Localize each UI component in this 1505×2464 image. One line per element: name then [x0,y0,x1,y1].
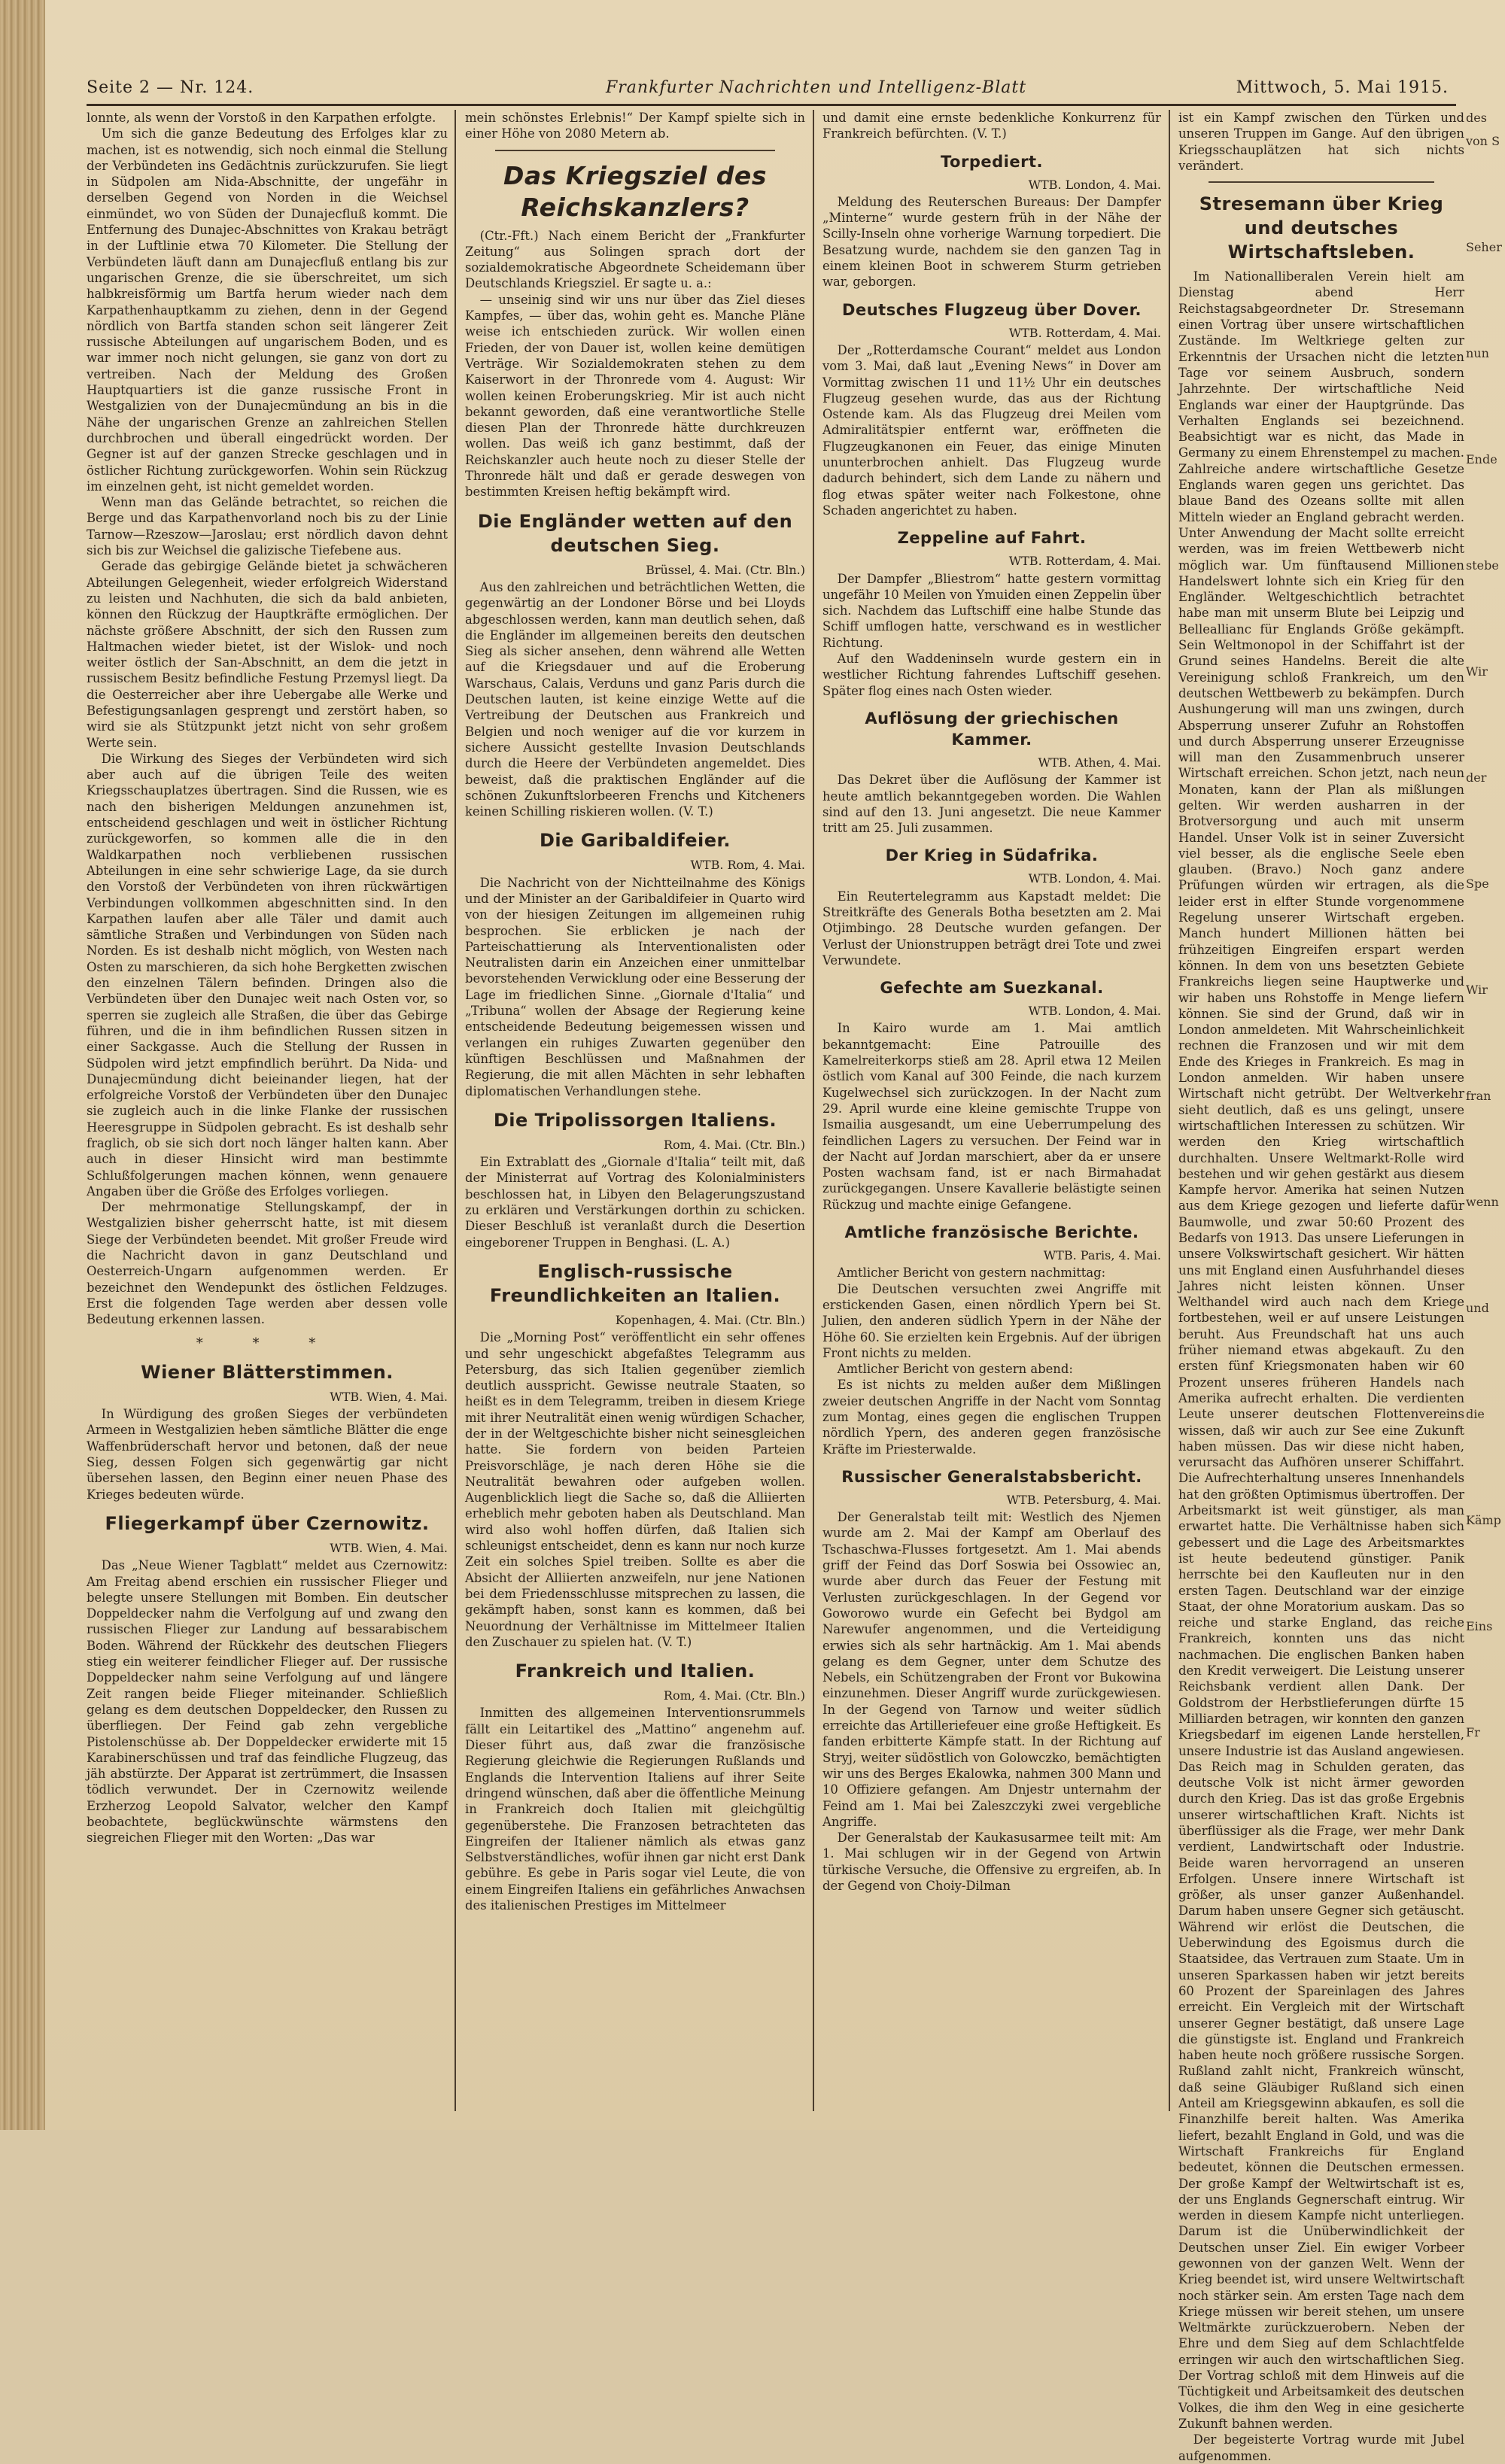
article-text: Um sich die ganze Bedeutung des Erfolges klar zu machen, ist es notwendig, sich noch einmal die Stellung der Verbündeten ins Gedächtnis zurückzurufen. Sie liegt in Südpolen am Nida-Abschnitte, der ungefähr in derselben Gegend von Norden in die Weichsel einmündet, wo von Süden der Dunajecfluß kommt. Die Entfernung des Dunajec-Abschnittes von Krakau beträgt in der Luftlinie etwa 70 Kilometer. Die Stellung der Verbündeten läuft dann am Dunajecfluß entlang bis zur ungarischen Grenze, die sie überschreitet, um sich halbkreisförmig um Bartfa herum wieder nach dem Karpathenhauptkamm zu ziehen, denn in der Gegend nördlich von Bartfa standen schon seit längerer Zeit russische Abteilungen auf ungarischem Boden, und es war immer noch nicht gelungen, sie ganz von dort zu vertreiben. Nach der Meldung des Großen Hauptquartiers ist die ganze russische Front in Westgalizien von der Dunajecmündung an bis in die Nähe der ungarischen Grenze an zahlreichen Stellen durchbrochen und überall eingedrückt worden. Der Gegner ist auf der ganzen Strecke geschlagen und in östlicher Richtung zurückgeworfen. Wohin sein Rückzug im einzelnen geht, ist nicht gemeldet worden. [87,126,448,494]
headline-wiener-blaetter: Wiener Blätterstimmen. [141,1361,394,1383]
headline-kriegsziel: Das Kriegsziel des Reichskanzlers? [503,160,767,222]
article-text: Meldung des Reuterschen Bureaus: Der Dampfer „Minterne“ wurde gestern früh in der Nähe der Scilly-Inseln ohne vorherige Warnung torpediert. Die Besatzung wurde, nachdem sie den ganzen Tag in einem kleinen Boot in schwerem Sturm getrieben war, geborgen. [822,194,1161,290]
headline-zeppeline: Zeppeline auf Fahrt. [897,529,1087,548]
headline-englisch-russisch: Englisch-russische Freundlichkeiten an Italien. [489,1260,781,1306]
headline-fliegerkampf: Fliegerkampf über Czernowitz. [105,1512,430,1534]
article-text: Der „Rotterdamsche Courant“ meldet aus London vom 3. Mai, daß laut „Evening News“ in Dover am Vormittag zwischen 11 und 11½ Uhr ein deutsches Flugzeug gesehen wurde, das aus der Richtung Ostende kam. Als das Flugzeug drei Meilen vom Admiralitätspier entfernt war, eröffneten die Flugzeugkanonen ein Feuer, das einige Minuten ununterbrochen anhielt. Das Flugzeug wurde dadurch behindert, sich dem Lande zu nähern und flog etwas später weiter nach Folkestone, ohne Schaden angerichtet zu haben. [822,342,1161,518]
fragment-line: der [1466,770,1487,785]
article-text: Die „Morning Post“ veröffentlicht ein sehr offenes und sehr ungeschickt abgefaßtes Telegramm aus Petersburg, das sich Italien gegenüber ziemlich deutlich ausspricht. Gewisse neutrale Staaten, so heißt es in dem Telegramm, treiben in diesem Kriege mit ihrer Neutralität einen wenig würdigen Schacher, der in der Weltgeschichte bisher nicht seinesgleichen hatte. Sie fordern von beiden Parteien Preisvorschläge, je nach deren Höhe sie die Neutralität bewahren oder aufgeben wollen. Augenblicklich liegt die Sache so, daß die Alliierten erheblich mehr geboten haben als Deutschland. Man wird also wohl hoffen dürfen, daß Italien sich schleunigst entscheidet, denn es kann nur noch kurze Zeit ein solches Spiel treiben. Sollte es aber die Absicht der Alliierten anzweifeln, nur jene Nationen bei dem Friedensschlusse mitsprechen zu lassen, die gekämpft haben, sonst kann es kommen, daß bei Neuordnung der Verhältnisse im Mittelmeer Italien den Zuschauer zu spielen hat. (V. T.) [465,1330,805,1649]
binding-edge [0,0,45,2130]
fragment-line: Fr [1466,1725,1480,1739]
article-text: In Würdigung des großen Sieges der verbündeten Armeen in Westgalizien heben sämtliche Blätter die enge Waffenbrüderschaft hervor und betonen, daß der neue Sieg, dessen Folgen sich gegenwärtig gar nicht übersehen lassen, den Beginn einer neuen Phase des Krieges bedeuten würde. [87,1407,448,1502]
byline: Brüssel, 4. Mai. (Ctr. Bln.) [646,562,805,577]
ornament-divider: * * * [196,1335,339,1351]
article-text: Wenn man das Gelände betrachtet, so reichen die Berge und das Karpathenvorland noch bis zu der Linie Tarnow—Rzeszow—Jaroslau; erst nördlich davon dehnt sich bis zur Weichsel die galizische Tiefebene aus. [87,495,448,558]
fragment-line: Wir [1466,664,1488,679]
article-text: ist ein Kampf zwischen den Türken und unseren Truppen im Gange. Auf den übrigen Kriegsschauplätzen hat sich nichts verändert. [1178,111,1464,173]
fragment-line: wenn [1466,1195,1499,1209]
article-text: Das „Neue Wiener Tagblatt“ meldet aus Czernowitz: Am Freitag abend erschien ein russischer Flieger und belegte unsere Stellungen mit Bomben. Ein deutscher Doppeldecker nahm die Verfolgung auf und zwang den russischen Flieger zur Landung auf bessarabischem Boden. Während der Rückkehr des deutschen Fliegers stieg ein weiterer feindlicher Flieger auf. Der russische Doppeldecker nahm seine Verfolgung auf und längere Zeit rangen beide Flieger miteinander. Schließlich gelang es dem deutschen Doppeldecker, den Russen zu überfliegen. Der Feind gab zehn vergebliche Pistolenschüsse ab. Der Doppeldecker erwiderte mit 15 Karabinerschüssen und traf das feindliche Flugzeug, das jäh abstürzte. Der Apparat ist zertrümmert, die Insassen tödlich verwundet. Der in Czernowitz weilende Erzherzog Leopold Salvator, welcher den Kampf beobachtete, beglückwünschte wärmstens den siegreichen Flieger mit den Worten: „Das war [87,1558,448,1846]
headline-stresemann: Stresemann über Krieg und deutsches Wirtschaftsleben. [1199,193,1444,263]
byline: WTB. London, 4. Mai. [1028,1004,1161,1019]
fragment-line: des [1466,111,1487,125]
byline: WTB. Rotterdam, 4. Mai. [1008,554,1161,569]
section-divider [1209,181,1434,183]
headline-englaender-wetten: Die Engländer wetten auf den deutschen Sieg. [477,510,793,556]
byline: Kopenhagen, 4. Mai. (Ctr. Bln.) [615,1312,805,1327]
headline-russ-generalstab: Russischer Generalstabsbericht. [841,1467,1142,1486]
byline: WTB. London, 4. Mai. [1028,871,1161,886]
issue-date: Mittwoch, 5. Mai 1915. [1236,78,1449,97]
column-2 [465,110,805,2111]
newspaper-title: Frankfurter Nachrichten und Intelligenz-Blatt [606,78,1027,97]
article-text: Der begeisterte Vortrag wurde mit Jubel aufgenommen. [1178,2432,1464,2463]
column-3 [822,110,1161,2111]
byline: WTB. Wien, 4. Mai. [330,1540,448,1555]
section-divider [495,150,775,151]
byline: WTB. Petersburg, 4. Mai. [1006,1492,1161,1507]
byline: WTB. Wien, 4. Mai. [330,1389,448,1404]
headline-tripolissorgen: Die Tripolissorgen Italiens. [493,1109,777,1131]
column-1 [87,110,448,2111]
byline: Rom, 4. Mai. (Ctr. Bln.) [663,1688,805,1703]
article-text: In Kairo wurde am 1. Mai amtlich bekanntgemacht: Eine Patrouille des Kamelreiterkorps stieß am 28. April etwa 12 Meilen östlich vom Kanal auf 300 Feinde, die nach kurzem Kugelwechsel sich zurückzogen. In der Nacht zum 29. April wurde eine kleine gemischte Truppe von Ismailia ausgesandt, um eine Ueberrumpelung des feindlichen Lagers zu versuchen. Der Feind war in der Nacht auf Jordan marschiert, aber da er unsere Posten wachsam fand, ist er nach Birmahadat zurückgegangen. Unsere Kavallerie belästigte seinen Rückzug und machte einige Gefangene. [822,1021,1161,1212]
headline-garibaldifeier: Die Garibaldifeier. [540,830,731,852]
fragment-line: Seher [1466,240,1502,254]
byline: WTB. Rom, 4. Mai. [690,858,805,873]
fragment-line: Spe [1466,877,1489,891]
article-text: mein schönstes Erlebnis!“ Der Kampf spielte sich in einer Höhe von 2080 Metern ab. [465,111,805,141]
article-text: und damit eine ernste bedenkliche Konkurrenz für Frankreich befürchten. (V. T.) [822,111,1161,141]
fragment-line: Eins [1466,1619,1493,1633]
fragment-line: die [1466,1407,1485,1421]
article-text: (Ctr.-Fft.) Nach einem Bericht der „Frankfurter Zeitung“ aus Solingen sprach dort der sozialdemokratische Abgeordnete Scheidemann über Deutschlands Kriegsziel. Er sagte u. a.: [465,228,805,291]
byline: Rom, 4. Mai. (Ctr. Bln.) [663,1137,805,1152]
article-text: Das Dekret über die Auflösung der Kammer ist heute amtlich bekanntgegeben worden. Die Wahlen sind auf den 13. Juni angesetzt. Die neue Kammer tritt am 25. Juli zusammen. [822,773,1161,836]
page-number: Seite 2 — Nr. 124. [87,78,254,97]
headline-torpediert: Torpediert. [941,152,1043,171]
fragment-line: stebe [1466,558,1499,573]
article-text: Der Generalstab der Kaukasusarmee teilt mit: Am 1. Mai schlugen wir in der Gegend von Artwin türkische Versuche, die Offensive zu ergreifen, ab. In der Gegend von Choiy-Dilman [822,1831,1161,1894]
article-text: Amtlicher Bericht von gestern abend: [837,1362,1073,1377]
fragment-line: Ende [1466,452,1497,466]
fragment-line: von S [1466,134,1500,148]
headline-suedafrika: Der Krieg in Südafrika. [885,846,1099,865]
article-text: — unseinig sind wir uns nur über das Ziel dieses Kampfes, — über das, wohin geht es. Manche Pläne weise ich entschieden zurück. Wir wollen einen Frieden, der von Dauer ist, wollen keine demütigen Verträge. Wir Sozialdemokraten stehen zu dem Kaiserwort in der Thronrede vom 4. August: Wir wollen keinen Eroberungskrieg. Mir ist auch nicht bekannt geworden, daß eine verantwortliche Stelle diesen Plan der Thronrede hätte durchkreuzen wollen. Das weiß ich ganz bestimmt, daß der Reichskanzler auch heute noch zu dieser Stelle der Thronrede hält und daß er gerade deswegen von bestimmten Kreisen heftig bekämpft wird. [465,292,805,500]
article-text: Im Nationalliberalen Verein hielt am Dienstag abend Herr Reichstagsabgeordneter Dr. Stresemann einen Vortrag über unsere wirtschaftlichen Zustände. Im Weltkriege gelten zur Erkenntnis der Ursachen nicht die letzten Tage vor seinem Ausbruch, sondern Jahrzehnte. Der wirtschaftliche Neid Englands war einer der Hauptgründe. Das Verhalten Englands sei bezeichnend. Beabsichtigt war es nicht, das Made in Germany zu einem Ehrenstempel zu machen. Zahlreiche andere wirtschaftliche Gesetze Englands waren gegen uns gerichtet. Das blaue Band des Ozeans sollte mit allen Mitteln wieder an England gebracht werden. Unter Anwendung der Macht sollte erreicht werden, was im freien Wettbewerb nicht möglich war. Um fünftausend Millionen Handelswert lohnte sich ein Krieg für den Engländer. Weltgeschichtlich betrachtet habe man mit unserm Blute bei Leipzig und Belleallianc für Englands Größe gekämpft. Sein Weltmonopol in der Schiffahrt ist der Grund seines Handelns. Bereit die alte Vereinigung schloß Frankreich, um den deutschen Wettbewerb zu bekämpfen. Durch Aushungerung will man uns zwingen, durch Absperrung unserer Zufuhr an Rohstoffen und durch Absperrung unserer Erzeugnisse will man den Zusammenbruch unserer Wirtschaft erreichen. Schon jetzt, nach neun Monaten, kann der Plan als mißlungen gelten. Wir werden ausharren in der Brotversorgung und auch mit unserm Handel. Unser Volk ist in seiner Zuversicht viel besser, als die englische Seele eben glauben. (Bravo.) Noch ganz andere Prüfungen würden wir ertragen, als die leider erst in elfter Stunde vorgenommene Regelung unserer Wirtschaft ergeben. Manch hundert Millionen hätten bei frühzeitigen Eingreifen erspart werden können. In dem von uns besetzten Gebiete Frankreichs liegen seine Hauptwerke und wir haben uns Rohstoffe in Menge liefern können. Sie sind der Grund, daß wir in London anmeldeten. Mit Wahrscheinlichkeit rechnen die Franzosen und wir mit dem Ende des Krieges in Frankreich. Es mag in London anmelden. Wir haben unsere Wirtschaft nicht getrübt. Der Weltverkehr sieht deutlich, daß es uns gelingt, unsere wirtschaftlichen Interessen zu schützen. Wir werden den Krieg wirtschaftlich durchhalten. Unsere Weltmarkt-Rolle wird bestehen und wir gehen gestärkt aus diesem Kampfe hervor. Amerika hat seinen Nutzen aus dem Kriege gezogen und lieferte dafür Baumwolle, und zwar 50:60 Prozent des Bedarfs von 1913. Das unsere Lieferungen in unsere Volkswirtschaft gesichert. Wir hätten uns mit England einen Ausfuhrhandel dieses Jahres nicht leisten können. Unser Welthandel wird auch nach dem Kriege fortbestehen, weil er auf unsere Leistungen beruht. Aus Freundschaft hat uns auch früher niemand etwas abgekauft. Zu den ersten fünf Kriegsmonaten haben wir 60 Prozent unseres früheren Handels nach Amerika aufrecht erhalten. Die verdienten Leute unserer deutschen Flottenvereins wissen, daß wir auch zur See eine Zukunft haben müssen. Das wir diese nicht haben, verursacht das Aufhören unserer Schiffahrt. Die Aufrechterhaltung unseres Innenhandels hat den größten Optimismus übertroffen. Der Arbeitsmarkt ist weit günstiger, als man erwartet hatte. Die Verhältnisse haben sich gebessert und die Lage des Arbeitsmarktes ist heute bedeutend günstiger. Panik herrschte bei den Kaufleuten nur in den ersten Tagen. Deutschland war der einzige Staat, der ohne Moratorium auskam. Das so reiche und starke England, das reiche Frankreich, konnten uns das nicht nachmachen. Die englischen Banken haben den Kredit verweigert. Die Leistung unserer Reichsbank verdient allen Dank. Der Goldstrom der Herbstlieferungen dürfte 15 Milliarden betragen, wir konnten den ganzen Kriegsbedarf im eigenen Lande herstellen, unsere Industrie ist das Ausland angewiesen. Das Reich mag in Schulden geraten, das deutsche Volk ist nicht ärmer geworden durch den Krieg. Das ist das große Ergebnis unserer wirtschaftlichen Kraft. Nichts ist überflüssiger als die Frage, wer mehr Dank verdient, Landwirtschaft oder Industrie. Beide waren hervorragend an unseren Erfolgen. Unsere innere Wirtschaft ist größer, als unser ganzer Außenhandel. Darum haben unsere Gegner sich getäuscht. Während wir erlöst die Deutschen, die Ueberwindung des Egoismus durch die Staatsidee, das Vertrauen zum Staate. Um in unseren Sparkassen haben wir jetzt bereits 60 Prozent der Spareinlagen des Jahres erreicht. Ein Vergleich mit der Wirtschaft unserer Gegner bestätigt, daß unsere Lage die günstigste ist. England und Frankreich haben heute noch größere russische Sorgen. Rußland zahlt nicht, Frankreich wünscht, daß seine Gläubiger Rußland sich einen Anteil am Kriegsgewinn abkaufen, es soll die Finanzhilfe bereit halten. Was Amerika liefert, bezahlt England in Gold, und was die Wirtschaft Frankreichs für England bedeutet, können die Deutschen ermessen. Der große Kampf der Weltwirtschaft ist es, der uns Englands Gegnerschaft eintrug. Wir werden in diesem Kampfe nicht unterliegen. Darum ist die Unüberwindlichkeit der Deutschen unser Ziel. Ein ewiger Vorbeer gewonnen von der ganzen Welt. Wenn der Krieg beendet ist, wird unsere Weltwirtschaft noch stärker sein. Am ersten Tage nach dem Kriege müssen wir bereit stehen, um unsere Weltmärkte zurückzuerobern. Neben der Ehre und dem Sieg auf dem Schlachtfelde erringen wir auch den wirtschaftlichen Sieg. Der Vortrag schloß mit dem Hinweis auf die Tüchtigkeit und Arbeitsamkeit des deutschen Volkes, die ihm den Weg in eine gesicherte Zukunft bahnen werden. [1178,269,1464,2431]
article-text: Ein Extrablatt des „Giornale d'Italia“ teilt mit, daß der Ministerrat auf Vortrag des Kolonialministers beschlossen hat, in Libyen den Belagerungszustand zu erklären und Verstärkungen dorthin zu schicken. Dieser Beschluß ist veranlaßt durch die Desertion eingeborener Truppen in Benghasi. (L. A.) [465,1155,805,1250]
article-text: Die Deutschen versuchten zwei Angriffe mit erstickenden Gasen, einen nördlich Ypern bei St. Julien, den anderen südlich Ypern in der Nähe der Höhe 60. Sie erzielten kein Ergebnis. Auf der übrigen Front nichts zu melden. [822,1281,1161,1360]
article-text: lonnte, als wenn der Vorstoß in den Karpathen erfolgte. [87,111,436,125]
headline-flugzeug-dover: Deutsches Flugzeug über Dover. [842,300,1142,319]
column-rule [455,110,456,2111]
fragment-line: Kämp [1466,1513,1501,1527]
article-text: Amtlicher Bericht von gestern nachmittag: [837,1265,1106,1281]
byline: WTB. Athen, 4. Mai. [1038,755,1161,770]
headline-franz-berichte: Amtliche französische Berichte. [844,1223,1139,1242]
article-text: Gerade das gebirgige Gelände bietet ja schwächeren Abteilungen Gelegenheit, wieder erfolgreich Widerstand zu leisten und Nachhuten, die sich da bald anbieten, können den Rückzug der Hauptkräfte ermöglichen. Der nächste größere Abschnitt, der sich den Russen zum Haltmachen wieder bietet, ist der Wislok- und noch weiter östlich der San-Abschnitt, an dem die jetzt in russischem Besitz befindliche Festung Przemysl liegt. Da die Oesterreicher aber ihre Uebergabe alle Werke und Befestigungsanlagen gesprengt und zerstört haben, so wird sie als Stützpunkt jetzt nicht von sehr großem Werte sein. [87,559,448,750]
article-text: Inmitten des allgemeinen Interventionsrummels fällt ein Leitartikel des „Mattino“ angenehm auf. Dieser führt aus, daß zwar die französische Regierung gleichwie die Regierungen Rußlands und Englands die Intervention Italiens auf ihrer Seite dringend wünschen, daß aber die öffentliche Meinung in Frankreich doch Italien mit gleichgültig gegenüberstehe. Die Franzosen betrachteten das Eingreifen der Italiener nämlich als etwas ganz Selbstverständliches, wofür ihnen gar nicht erst Dank gebühre. Es gebe in Paris sogar viel Leute, die von einem Eingreifen Italiens ein gefährliches Anwachsen des italienischen Prestiges im Mittelmeer [465,1706,805,1913]
article-text: Der Dampfer „Bliestrom“ hatte gestern vormittag ungefähr 10 Meilen von Ymuiden einen Zeppelin über sich. Nachdem das Luftschiff eine halbe Stunde das Schiff umflogen hatte, verschwand es in westlicher Richtung. [822,571,1161,650]
byline: WTB. London, 4. Mai. [1028,177,1161,192]
article-text: Der mehrmonatige Stellungskampf, der in Westgalizien bisher geherrscht hatte, ist mit diesem Siege der Verbündeten beendet. Mit großer Freude wird die Nachricht davon in ganz Deutschland und Oesterreich-Ungarn aufgenommen werden. Er bezeichnet den Wendepunkt des östlichen Feldzuges. Erst die folgenden Tage werden aber dessen volle Bedeutung erkennen lassen. [87,1200,448,1327]
adjacent-page-fragment [1466,110,1505,2111]
page-header [87,74,1456,106]
column-4 [1178,110,1464,2463]
article-text: Der Generalstab teilt mit: Westlich des Njemen wurde am 2. Mai der Kampf am Oberlauf des Tschaschwa-Flusses fortgesetzt. Am 1. Mai abends griff der Feind das Dorf Soswia bei Ossowiec an, wurde aber durch das Feuer der Festung mit Verlusten zurückgeschlagen. In der Gegend vor Goworowo wurde ein Gefecht bei Bydgol am Narewufer angenommen, und die Verteidigung erwies sich als sehr hartnäckig. Am 1. Mai abends gelang es dem Gegner, unter dem Schutze des Nebels, ein Schützengraben der Front vor Bukowina einzunehmen. Dieser Angriff wurde zurückgewiesen. In der Gegend von Tarnow und weiter südlich erreichte das Artilleriefeuer eine große Heftigkeit. Es fanden erbitterte Kämpfe statt. In der Richtung auf Stryj, weiter südöstlich von Golowczko, bemächtigten wir uns des Berges Ekalowka, nahmen 300 Mann und 10 Offiziere gefangen. Am Dnjestr unternahm der Feind am 1. Mai bei Zaleszczyki zwei vergebliche Angriffe. [822,1510,1161,1829]
article-text: Auf den Waddeninseln wurde gestern ein in westlicher Richtung fahrendes Luftschiff gesehen. Später flog eines nach Osten wieder. [822,652,1161,698]
column-rule [813,110,814,2111]
fragment-line: fran [1466,1089,1491,1103]
headline-suezkanal: Gefechte am Suezkanal. [880,979,1104,998]
article-text: Aus den zahlreichen und beträchtlichen Wetten, die gegenwärtig an der Londoner Börse und bei Lloyds abgeschlossen werden, kann man deutlich sehen, daß die Engländer im allgemeinen bereits den deutschen Sieg als sicher ansehen, denn während alle Wetten auf die Kriegsdauer und auf die Eroberung Warschaus, Calais, Verduns und ganz Paris durch die Deutschen lauten, ist keine einzige Wette auf die Vertreibung der Deutschen aus Frankreich und Belgien und noch weniger auf die vor kurzem in sichere Aussicht gestellte Invasion Deutschlands durch die Heere der Verbündeten angemeldet. Dies beweist, daß die praktischen Engländer auf die schönen Zukunftslorbeeren Frenchs und Kitcheners keinen Schilling riskieren wollen. (V. T.) [465,579,805,819]
byline: WTB. Paris, 4. Mai. [1043,1248,1161,1263]
article-text: Die Nachricht von der Nichtteilnahme des Königs und der Minister an der Garibaldifeier in Quarto wird von der hiesigen Zeitungen im allgemeinen ruhig besprochen. Sie erblicken je nach der Parteischattierung als Interventionalisten oder Neutralisten darin ein Anzeichen einer unmittelbar bevorstehenden Verwicklung oder eine Besserung der Lage im friedlichen Sinne. „Giornale d'Italia“ und „Tribuna“ wollen der Absage der Regierung keine entscheidende Bedeutung beigemessen wissen und verlangen ein ruhiges Zuwarten gegenüber den künftigen Beschlüssen und Maßnahmen der Regierung, die mit allen Mächten in sehr lebhaften diplomatischen Verhandlungen stehe. [465,875,805,1098]
fragment-line: und [1466,1301,1489,1315]
column-rule [1169,110,1170,2111]
byline: WTB. Rotterdam, 4. Mai. [1008,325,1161,340]
fragment-line: Wir [1466,983,1488,997]
article-text: Ein Reutertelegramm aus Kapstadt meldet: Die Streitkräfte des Generals Botha besetzten am 2. Mai Otjimbingo. 28 Deutsche wurden gefangen. Der Verlust der Unionstruppen beträgt drei Tote und zwei Verwundete. [822,889,1161,968]
article-text: Es ist nichts zu melden außer dem Mißlingen zweier deutschen Angriffe in der Nacht vom Sonntag zum Montag, eines gegen die englischen Truppen nördlich Ypern, des anderen gegen französische Kräfte im Priesterwalde. [822,1378,1161,1457]
fragment-line: nun [1466,346,1489,360]
headline-griechische-kammer: Auflösung der griechischen Kammer. [865,709,1119,749]
article-text: Die Wirkung des Sieges der Verbündeten wird sich aber auch auf die übrigen Teile des weiten Kriegsschauplatzes übertragen. Sind die Russen, wie es nach den bisherigen Meldungen anzunehmen ist, entscheidend geschlagen und weit in östlicher Richtung zurückgeworfen, so kommen alle die in den Waldkarpathen noch verbliebenen russischen Abteilungen in eine sehr schwierige Lage, da sie durch den Vorstoß der Verbündeten von ihren rückwärtigen Verbindungen vollkommen abgeschnitten sind. In den Karpathen laufen aber alle Täler und damit auch sämtliche Straßen und Verbindungen von Süden nach Norden. Es ist deshalb nicht möglich, von Westen nach Osten zu marschieren, da sich hohe Bergketten zwischen den einzelnen Tälern befinden. Dringen also die Verbündeten über den Dunajec weit nach Osten vor, so sperren sie zugleich alle Straßen, die über das Gebirge führen, und die in ihm befindlichen Russen sitzen in einer Sackgasse. Auch die Stellung der Russen in Südpolen wird jetzt empfindlich berührt. Da Nida- und Dunajecmündung dicht beieinander liegen, hat der erfolgreiche Vorstoß der Verbündeten über den Dunajec sie zugleich auch in die linke Flanke der russischen Heeresgruppe in Südpolen gebracht. Es ist deshalb sehr fraglich, ob sie sich dort noch länger halten kann. Aber auch in dieser Hinsicht wird man bestimmte Schlußfolgerungen machen können, wenn genauere Angaben über die Größe des Erfolges vorliegen. [87,751,448,1199]
headline-frankreich-italien: Frankreich und Italien. [515,1660,756,1682]
